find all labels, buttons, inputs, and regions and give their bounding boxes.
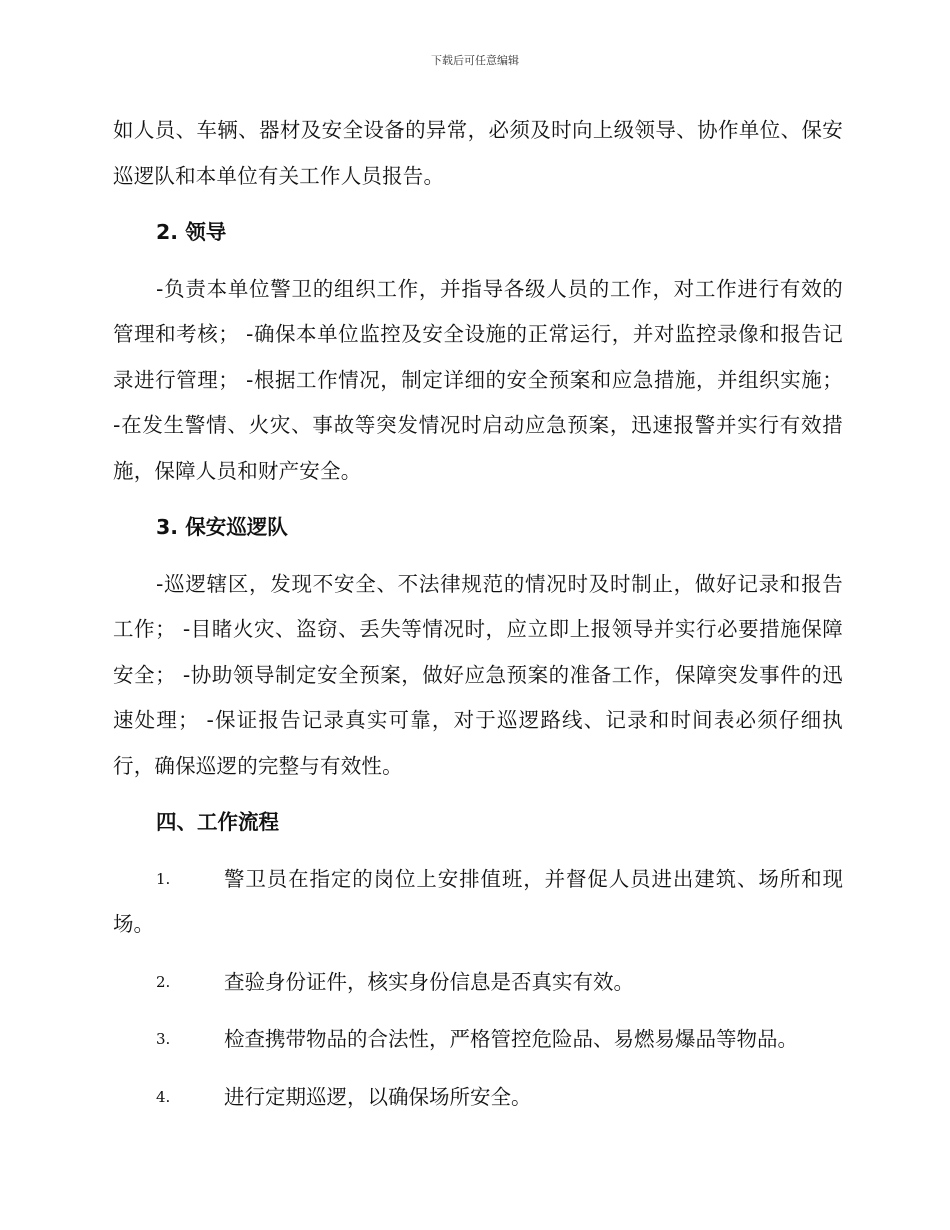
- list-item-number: 2.: [156, 972, 171, 991]
- list-item-number: 1.: [156, 869, 171, 888]
- list-item-text: 检查携带物品的合法性，严格管控危险品、易燃易爆品等物品。: [224, 1027, 798, 1051]
- list-item: [113, 1075, 843, 1121]
- section-paragraph-leadership: -负责本单位警卫的组织工作，并指导各级人员的工作，对工作进行有效的管理和考核； -确保本单位监控及安全设施的正常运行，并对监控录像和报告记录进行管理； -根据工作情况，制定详细的安全预案和应急措施，并组织实施； -在发生警情、火灾、事故等突发情况时启动应急预案，迅速报警并实行有效措施，保障人员和财产安全。: [113, 276, 843, 483]
- list-item: [113, 857, 843, 948]
- list-item-number: 3.: [156, 1030, 171, 1048]
- list-item-text: 查验身份证件，核实身份信息是否真实有效。: [224, 969, 634, 994]
- list-item: [113, 1017, 843, 1063]
- section-heading-leadership: 2. 领导: [156, 220, 227, 244]
- section-heading-patrol: 3. 保安巡逻队: [156, 515, 288, 539]
- section-paragraph-patrol: -巡逻辖区，发现不安全、不法律规范的情况时及时制止，做好记录和报告工作； -目睹火灾、盗窃、丢失等情况时，应立即上报领导并实行必要措施保障安全； -协助领导制定安全预案，做好应急预案的准备工作，保障突发事件的迅速处理； -保证报告记录真实可靠，对于巡逻路线、记录和时间表必须仔细执行，确保巡逻的完整与有效性。: [113, 571, 843, 778]
- list-item: [113, 960, 843, 1006]
- list-item-text: 进行定期巡逻，以确保场所安全。: [224, 1084, 532, 1109]
- header-note: 下载后可任意编辑: [431, 54, 519, 67]
- list-item-text: 警卫员在指定的岗位上安排值班，并督促人员进出建筑、场所和现场。: [113, 866, 843, 936]
- section-heading-workflow: 四、工作流程: [156, 810, 279, 834]
- intro-paragraph: 如人员、车辆、器材及安全设备的异常，必须及时向上级领导、协作单位、保安巡逻队和本单位有关工作人员报告。: [113, 118, 843, 188]
- list-item-number: 4.: [156, 1087, 171, 1106]
- document-body: [113, 108, 843, 1120]
